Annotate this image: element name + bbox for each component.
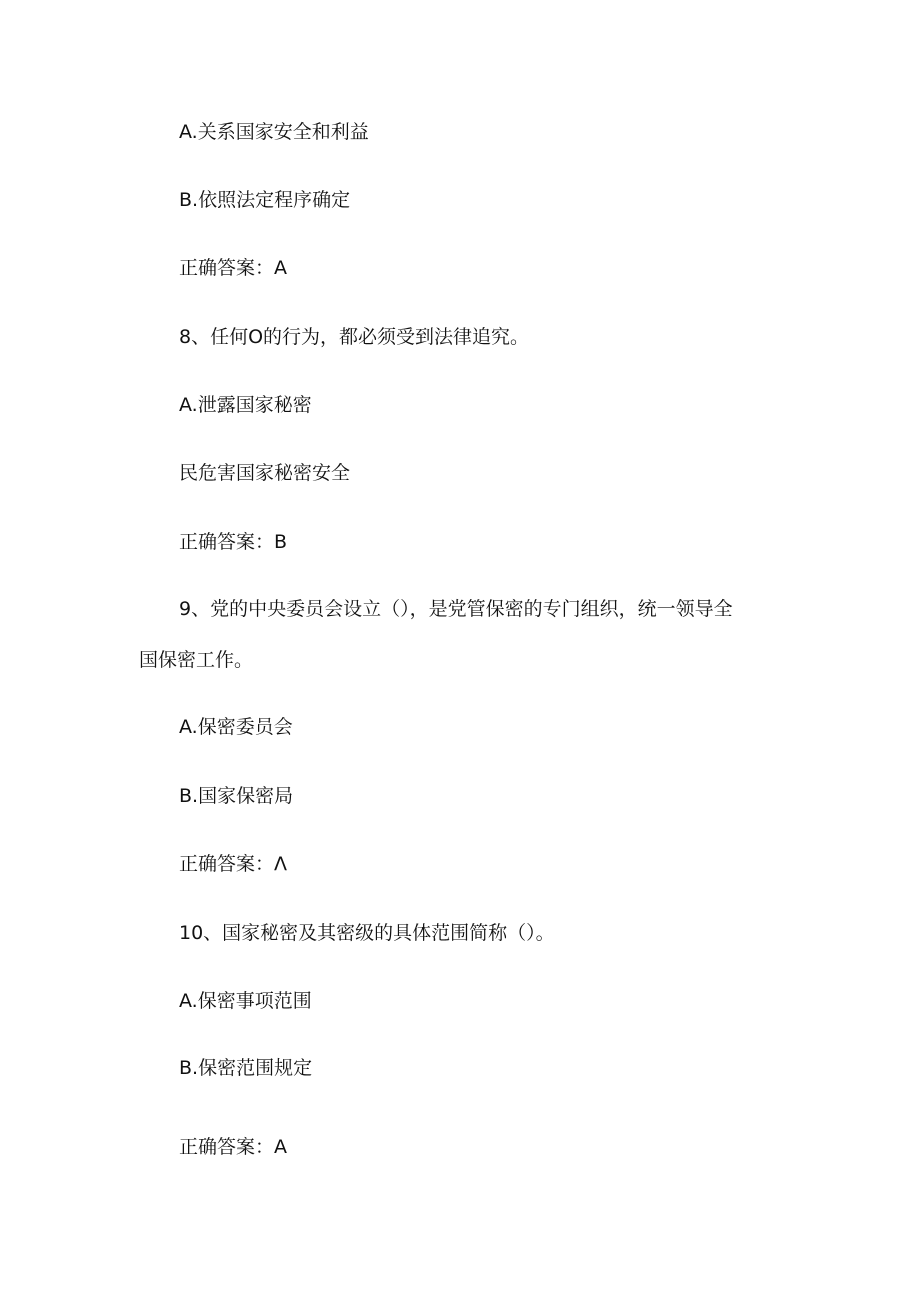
q9-option-b: B.国家保密局 <box>179 785 294 807</box>
q10-answer: 正确答案：A <box>179 1136 287 1158</box>
q8-option-b: 民危害国家秘密安全 <box>179 462 351 484</box>
q8-option-a: A.泄露国家秘密 <box>179 394 312 416</box>
q10-option-b: B.保密范围规定 <box>179 1057 313 1079</box>
q8-question: 8、任何O的行为，都必须受到法律追究。 <box>179 326 530 348</box>
q9-question-line2: 国保密工作。 <box>139 649 254 671</box>
q10-question: 10、国家秘密及其密级的具体范围简称（）。 <box>179 922 555 944</box>
q9-option-a: A.保密委员会 <box>179 716 293 738</box>
q7-option-b: B.依照法定程序确定 <box>179 189 351 211</box>
q9-question-line1: 9、党的中央委员会设立（），是党管保密的专门组织，统一领导全 <box>179 598 733 620</box>
q7-option-a: A.关系国家安全和利益 <box>179 121 369 143</box>
q8-answer: 正确答案：B <box>179 531 288 553</box>
q9-answer: 正确答案：Λ <box>179 853 287 875</box>
q10-option-a: A.保密事项范围 <box>179 990 312 1012</box>
q7-answer: 正确答案：A <box>179 257 287 279</box>
